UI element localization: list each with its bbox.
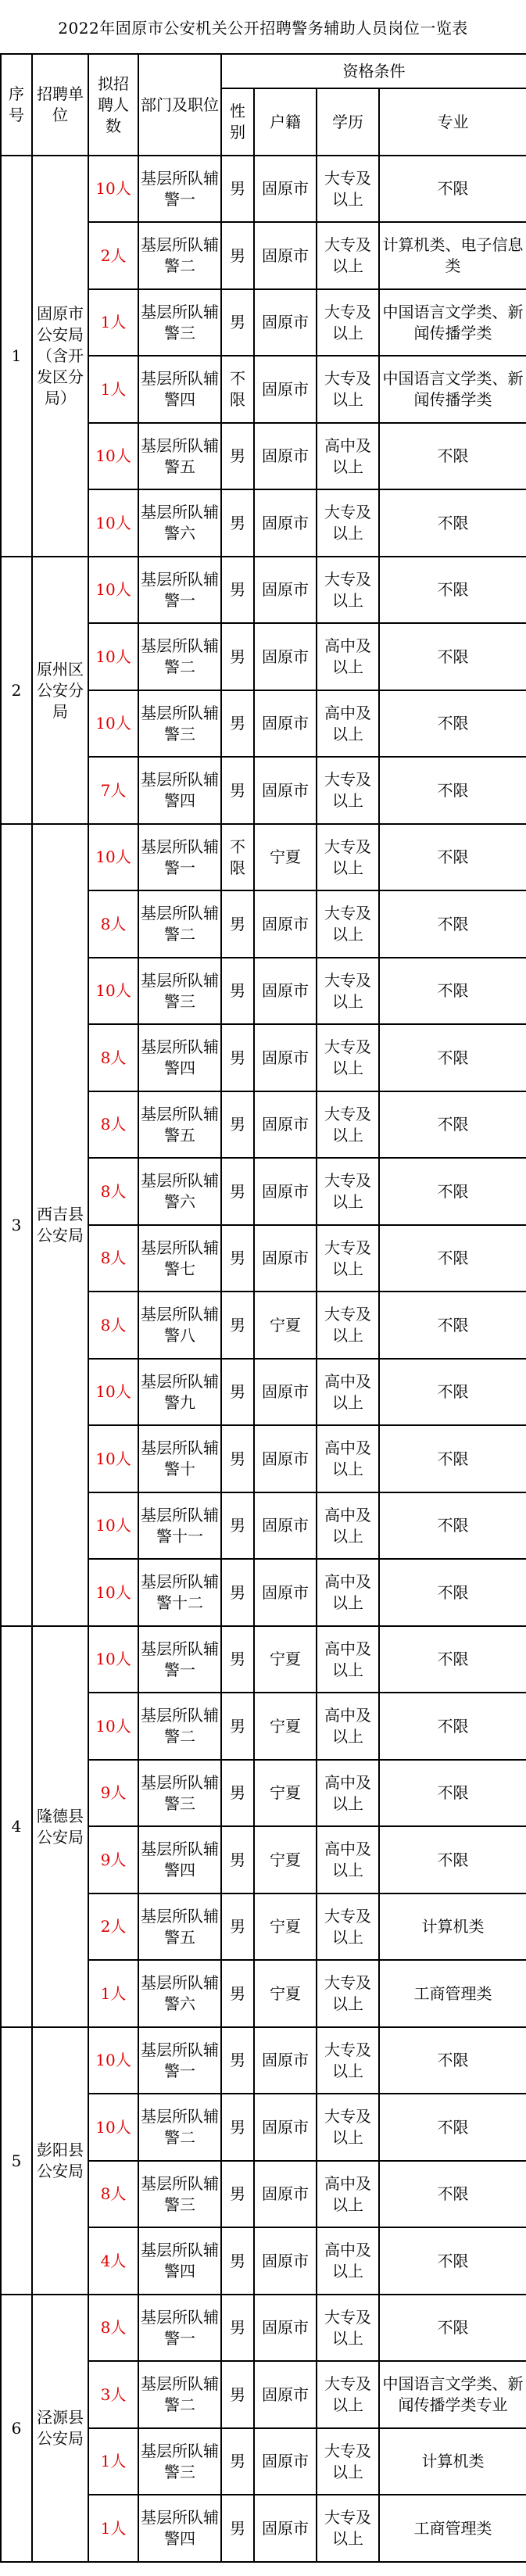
major-cell: 不限 (379, 890, 526, 958)
huji-cell: 宁夏 (254, 1960, 317, 2027)
dept-cell: 基层所队辅警五 (138, 1893, 221, 1960)
edu-cell: 高中及以上 (317, 1559, 379, 1626)
count-cell: 10人 (88, 557, 138, 623)
gender-cell: 不限 (221, 356, 254, 423)
major-cell: 不限 (379, 156, 526, 222)
gender-cell: 男 (221, 1292, 254, 1359)
major-cell: 不限 (379, 1626, 526, 1693)
gender-cell: 男 (221, 890, 254, 958)
huji-cell: 固原市 (254, 2094, 317, 2161)
edu-cell: 高中及以上 (317, 2161, 379, 2227)
edu-cell: 大专及以上 (317, 1158, 379, 1225)
dept-cell: 基层所队辅警四 (138, 356, 221, 423)
edu-cell: 大专及以上 (317, 1091, 379, 1158)
major-cell: 不限 (379, 1693, 526, 1760)
major-cell: 不限 (379, 423, 526, 489)
huji-cell: 固原市 (254, 557, 317, 623)
dept-cell: 基层所队辅警四 (138, 2227, 221, 2295)
edu-cell: 大专及以上 (317, 824, 379, 890)
header-gender: 性别 (221, 88, 254, 156)
gender-cell: 男 (221, 958, 254, 1024)
major-cell: 计算机类 (379, 1893, 526, 1960)
count-cell: 3人 (88, 2361, 138, 2428)
count-cell: 10人 (88, 1359, 138, 1425)
major-cell: 不限 (379, 1425, 526, 1492)
huji-cell: 固原市 (254, 289, 317, 356)
gender-cell: 男 (221, 1626, 254, 1693)
count-cell: 10人 (88, 1425, 138, 1492)
major-cell: 计算机类、电子信息类 (379, 222, 526, 289)
count-cell: 10人 (88, 1626, 138, 1693)
huji-cell: 固原市 (254, 2161, 317, 2227)
gender-cell: 男 (221, 423, 254, 489)
edu-cell: 大专及以上 (317, 1225, 379, 1292)
major-cell: 不限 (379, 1225, 526, 1292)
count-cell: 8人 (88, 1292, 138, 1359)
header-major: 专业 (379, 88, 526, 156)
gender-cell: 男 (221, 222, 254, 289)
count-cell: 2人 (88, 222, 138, 289)
table-row (1, 2027, 526, 2094)
table-row (1, 557, 526, 623)
edu-cell: 高中及以上 (317, 1359, 379, 1425)
edu-cell: 大专及以上 (317, 156, 379, 222)
gender-cell: 男 (221, 1091, 254, 1158)
header-count: 拟招聘人数 (88, 54, 138, 156)
dept-cell: 基层所队辅警一 (138, 1626, 221, 1693)
count-cell: 8人 (88, 1225, 138, 1292)
major-cell: 不限 (379, 824, 526, 890)
edu-cell: 高中及以上 (317, 623, 379, 690)
gender-cell: 男 (221, 2295, 254, 2361)
major-cell: 工商管理类 (379, 2495, 526, 2562)
major-cell: 计算机类 (379, 2428, 526, 2495)
major-cell: 中国语言文学类、新闻传播学类 (379, 356, 526, 423)
count-cell: 1人 (88, 356, 138, 423)
dept-cell: 基层所队辅警二 (138, 1693, 221, 1760)
gender-cell: 男 (221, 1893, 254, 1960)
gender-cell: 男 (221, 2227, 254, 2295)
major-cell: 不限 (379, 757, 526, 824)
huji-cell: 固原市 (254, 489, 317, 557)
table-body (1, 156, 526, 2562)
huji-cell: 固原市 (254, 156, 317, 222)
unit-cell: 西吉县公安局 (32, 824, 88, 1626)
table-row (1, 2295, 526, 2361)
dept-cell: 基层所队辅警二 (138, 890, 221, 958)
count-cell: 8人 (88, 2161, 138, 2227)
count-cell: 9人 (88, 1760, 138, 1826)
header-seq: 序号 (1, 54, 32, 156)
count-cell: 1人 (88, 289, 138, 356)
dept-cell: 基层所队辅警三 (138, 289, 221, 356)
dept-cell: 基层所队辅警三 (138, 1760, 221, 1826)
huji-cell: 固原市 (254, 423, 317, 489)
edu-cell: 大专及以上 (317, 2094, 379, 2161)
gender-cell: 男 (221, 2361, 254, 2428)
huji-cell: 宁夏 (254, 1693, 317, 1760)
count-cell: 4人 (88, 2227, 138, 2295)
gender-cell: 男 (221, 1492, 254, 1559)
header-dept: 部门及职位 (138, 54, 221, 156)
huji-cell: 固原市 (254, 2295, 317, 2361)
major-cell: 不限 (379, 2161, 526, 2227)
gender-cell: 男 (221, 557, 254, 623)
seq-cell: 5 (1, 2027, 32, 2295)
header-huji: 户籍 (254, 88, 317, 156)
edu-cell: 大专及以上 (317, 2495, 379, 2562)
gender-cell: 男 (221, 1024, 254, 1091)
edu-cell: 高中及以上 (317, 1760, 379, 1826)
unit-cell: 彭阳县公安局 (32, 2027, 88, 2295)
major-cell: 不限 (379, 1024, 526, 1091)
huji-cell: 固原市 (254, 958, 317, 1024)
edu-cell: 大专及以上 (317, 1292, 379, 1359)
dept-cell: 基层所队辅警二 (138, 623, 221, 690)
seq-cell: 1 (1, 156, 32, 557)
dept-cell: 基层所队辅警三 (138, 2428, 221, 2495)
gender-cell: 男 (221, 757, 254, 824)
gender-cell: 男 (221, 2495, 254, 2562)
edu-cell: 高中及以上 (317, 1826, 379, 1893)
dept-cell: 基层所队辅警二 (138, 2361, 221, 2428)
major-cell: 不限 (379, 2295, 526, 2361)
count-cell: 10人 (88, 1559, 138, 1626)
edu-cell: 大专及以上 (317, 222, 379, 289)
edu-cell: 大专及以上 (317, 757, 379, 824)
edu-cell: 高中及以上 (317, 423, 379, 489)
gender-cell: 男 (221, 1826, 254, 1893)
edu-cell: 高中及以上 (317, 1626, 379, 1693)
dept-cell: 基层所队辅警四 (138, 1826, 221, 1893)
gender-cell: 男 (221, 2161, 254, 2227)
count-cell: 10人 (88, 156, 138, 222)
major-cell: 不限 (379, 623, 526, 690)
huji-cell: 固原市 (254, 1024, 317, 1091)
dept-cell: 基层所队辅警八 (138, 1292, 221, 1359)
gender-cell: 男 (221, 2428, 254, 2495)
dept-cell: 基层所队辅警二 (138, 2094, 221, 2161)
gender-cell: 男 (221, 2027, 254, 2094)
gender-cell: 男 (221, 1760, 254, 1826)
count-cell: 10人 (88, 2027, 138, 2094)
unit-cell: 固原市公安局（含开发区分局） (32, 156, 88, 557)
count-cell: 10人 (88, 690, 138, 757)
count-cell: 2人 (88, 1893, 138, 1960)
major-cell: 不限 (379, 2027, 526, 2094)
huji-cell: 固原市 (254, 2428, 317, 2495)
dept-cell: 基层所队辅警三 (138, 2161, 221, 2227)
major-cell: 不限 (379, 1760, 526, 1826)
dept-cell: 基层所队辅警一 (138, 2295, 221, 2361)
dept-cell: 基层所队辅警五 (138, 1091, 221, 1158)
count-cell: 10人 (88, 423, 138, 489)
gender-cell: 男 (221, 1158, 254, 1225)
huji-cell: 固原市 (254, 1425, 317, 1492)
dept-cell: 基层所队辅警一 (138, 156, 221, 222)
edu-cell: 大专及以上 (317, 2027, 379, 2094)
count-cell: 8人 (88, 890, 138, 958)
edu-cell: 大专及以上 (317, 557, 379, 623)
count-cell: 10人 (88, 2094, 138, 2161)
major-cell: 不限 (379, 489, 526, 557)
huji-cell: 宁夏 (254, 1626, 317, 1693)
gender-cell: 男 (221, 156, 254, 222)
table-row (1, 1626, 526, 1693)
major-cell: 不限 (379, 1091, 526, 1158)
edu-cell: 大专及以上 (317, 1893, 379, 1960)
count-cell: 8人 (88, 1158, 138, 1225)
major-cell: 工商管理类 (379, 1960, 526, 2027)
gender-cell: 不限 (221, 824, 254, 890)
major-cell: 中国语言文学类、新闻传播学类 (379, 289, 526, 356)
major-cell: 不限 (379, 1559, 526, 1626)
edu-cell: 大专及以上 (317, 1024, 379, 1091)
dept-cell: 基层所队辅警六 (138, 1158, 221, 1225)
dept-cell: 基层所队辅警十 (138, 1425, 221, 1492)
header-unit: 招聘单位 (32, 54, 88, 156)
huji-cell: 固原市 (254, 757, 317, 824)
gender-cell: 男 (221, 489, 254, 557)
gender-cell: 男 (221, 1425, 254, 1492)
major-cell: 不限 (379, 1492, 526, 1559)
dept-cell: 基层所队辅警十二 (138, 1559, 221, 1626)
dept-cell: 基层所队辅警三 (138, 958, 221, 1024)
huji-cell: 固原市 (254, 1492, 317, 1559)
edu-cell: 大专及以上 (317, 2361, 379, 2428)
edu-cell: 高中及以上 (317, 1693, 379, 1760)
unit-cell: 原州区公安分局 (32, 557, 88, 824)
huji-cell: 固原市 (254, 222, 317, 289)
gender-cell: 男 (221, 623, 254, 690)
edu-cell: 大专及以上 (317, 958, 379, 1024)
edu-cell: 大专及以上 (317, 890, 379, 958)
huji-cell: 宁夏 (254, 1292, 317, 1359)
unit-cell: 隆德县公安局 (32, 1626, 88, 2027)
major-cell: 不限 (379, 1826, 526, 1893)
gender-cell: 男 (221, 1960, 254, 2027)
major-cell: 不限 (379, 1158, 526, 1225)
major-cell: 不限 (379, 1359, 526, 1425)
huji-cell: 固原市 (254, 1158, 317, 1225)
count-cell: 1人 (88, 1960, 138, 2027)
dept-cell: 基层所队辅警一 (138, 2027, 221, 2094)
count-cell: 1人 (88, 2428, 138, 2495)
count-cell: 9人 (88, 1826, 138, 1893)
huji-cell: 固原市 (254, 2227, 317, 2295)
huji-cell: 固原市 (254, 1359, 317, 1425)
gender-cell: 男 (221, 1693, 254, 1760)
edu-cell: 大专及以上 (317, 356, 379, 423)
count-cell: 10人 (88, 623, 138, 690)
huji-cell: 固原市 (254, 2361, 317, 2428)
header-row-1 (1, 54, 526, 88)
edu-cell: 大专及以上 (317, 2428, 379, 2495)
dept-cell: 基层所队辅警三 (138, 690, 221, 757)
header-edu: 学历 (317, 88, 379, 156)
major-cell: 不限 (379, 2094, 526, 2161)
positions-table (0, 53, 526, 2563)
table-row (1, 824, 526, 890)
edu-cell: 大专及以上 (317, 1960, 379, 2027)
major-cell: 不限 (379, 958, 526, 1024)
dept-cell: 基层所队辅警十一 (138, 1492, 221, 1559)
huji-cell: 固原市 (254, 623, 317, 690)
document-title: 2022年固原市公安机关公开招聘警务辅助人员岗位一览表 (58, 18, 468, 38)
table-row (1, 156, 526, 222)
huji-cell: 固原市 (254, 356, 317, 423)
count-cell: 8人 (88, 2295, 138, 2361)
count-cell: 1人 (88, 2495, 138, 2562)
huji-cell: 宁夏 (254, 1893, 317, 1960)
huji-cell: 固原市 (254, 1091, 317, 1158)
dept-cell: 基层所队辅警四 (138, 1024, 221, 1091)
seq-cell: 3 (1, 824, 32, 1626)
huji-cell: 宁夏 (254, 1826, 317, 1893)
unit-cell: 泾源县公安局 (32, 2295, 88, 2562)
gender-cell: 男 (221, 2094, 254, 2161)
gender-cell: 男 (221, 1225, 254, 1292)
gender-cell: 男 (221, 690, 254, 757)
dept-cell: 基层所队辅警七 (138, 1225, 221, 1292)
major-cell: 不限 (379, 690, 526, 757)
major-cell: 不限 (379, 2227, 526, 2295)
edu-cell: 高中及以上 (317, 1425, 379, 1492)
huji-cell: 固原市 (254, 1559, 317, 1626)
edu-cell: 高中及以上 (317, 1492, 379, 1559)
gender-cell: 男 (221, 1559, 254, 1626)
dept-cell: 基层所队辅警二 (138, 222, 221, 289)
edu-cell: 大专及以上 (317, 289, 379, 356)
dept-cell: 基层所队辅警四 (138, 757, 221, 824)
edu-cell: 大专及以上 (317, 489, 379, 557)
count-cell: 10人 (88, 1693, 138, 1760)
count-cell: 10人 (88, 958, 138, 1024)
dept-cell: 基层所队辅警一 (138, 557, 221, 623)
dept-cell: 基层所队辅警五 (138, 423, 221, 489)
count-cell: 10人 (88, 489, 138, 557)
count-cell: 8人 (88, 1024, 138, 1091)
major-cell: 不限 (379, 557, 526, 623)
count-cell: 8人 (88, 1091, 138, 1158)
dept-cell: 基层所队辅警一 (138, 824, 221, 890)
seq-cell: 2 (1, 557, 32, 824)
huji-cell: 固原市 (254, 2027, 317, 2094)
major-cell: 不限 (379, 1292, 526, 1359)
huji-cell: 固原市 (254, 2495, 317, 2562)
huji-cell: 宁夏 (254, 1760, 317, 1826)
dept-cell: 基层所队辅警六 (138, 489, 221, 557)
huji-cell: 固原市 (254, 1225, 317, 1292)
seq-cell: 4 (1, 1626, 32, 2027)
dept-cell: 基层所队辅警六 (138, 1960, 221, 2027)
edu-cell: 高中及以上 (317, 2227, 379, 2295)
huji-cell: 宁夏 (254, 824, 317, 890)
gender-cell: 男 (221, 1359, 254, 1425)
dept-cell: 基层所队辅警九 (138, 1359, 221, 1425)
count-cell: 10人 (88, 824, 138, 890)
huji-cell: 固原市 (254, 690, 317, 757)
count-cell: 7人 (88, 757, 138, 824)
count-cell: 10人 (88, 1492, 138, 1559)
major-cell: 中国语言文学类、新闻传播学类专业 (379, 2361, 526, 2428)
edu-cell: 大专及以上 (317, 2295, 379, 2361)
dept-cell: 基层所队辅警四 (138, 2495, 221, 2562)
edu-cell: 高中及以上 (317, 690, 379, 757)
gender-cell: 男 (221, 289, 254, 356)
huji-cell: 固原市 (254, 890, 317, 958)
seq-cell: 6 (1, 2295, 32, 2562)
header-quals: 资格条件 (221, 54, 526, 88)
